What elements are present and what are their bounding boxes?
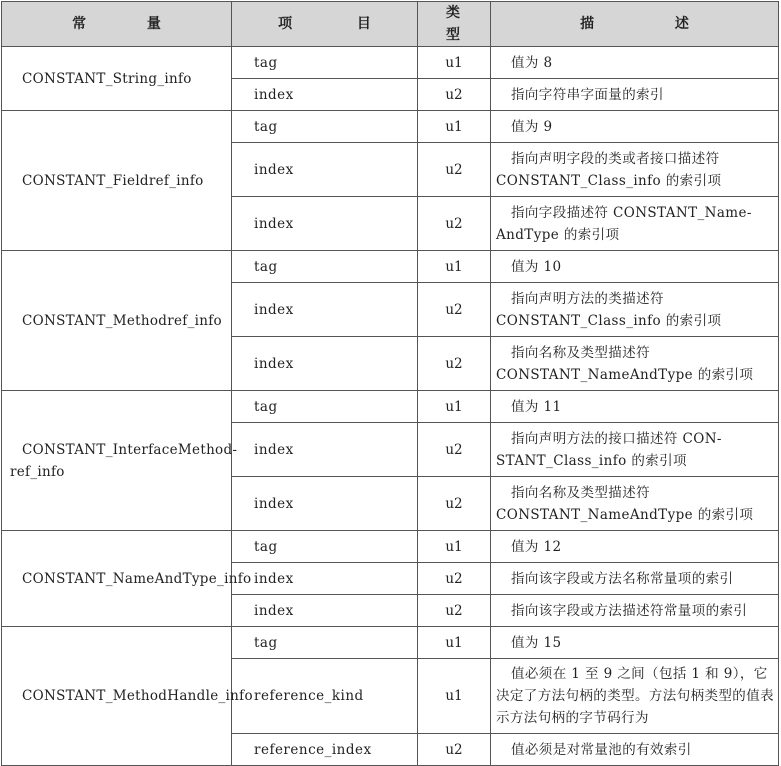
item-cell: tag [232, 627, 418, 659]
description-cell: 指向该字段或方法名称常量项的索引 [491, 563, 779, 595]
item-cell: index [232, 563, 418, 595]
type-cell: u1 [418, 531, 491, 563]
type-cell: u1 [418, 251, 491, 283]
type-cell: u2 [418, 143, 491, 197]
description-cell: 值必须是对常量池的有效索引 [491, 734, 779, 766]
item-cell: index [232, 423, 418, 477]
item-cell: tag [232, 531, 418, 563]
header-type: 类 型 [418, 2, 491, 47]
constant-name-cell: CONSTANT_String_info [2, 47, 232, 111]
item-cell: index [232, 477, 418, 531]
type-cell: u1 [418, 659, 491, 734]
item-cell: index [232, 283, 418, 337]
table-row [2, 531, 779, 563]
header-description: 描 述 [491, 2, 779, 47]
header-constant: 常 量 [2, 2, 232, 47]
item-cell: reference_kind [232, 659, 418, 734]
type-cell: u2 [418, 423, 491, 477]
item-cell: tag [232, 251, 418, 283]
type-cell: u1 [418, 47, 491, 79]
type-cell: u2 [418, 734, 491, 766]
description-cell: 值必须在 1 至 9 之间（包括 1 和 9），它决定了方法句柄的类型。方法句柄类型的值表示方法句柄的字节码行为 [491, 659, 779, 734]
type-cell: u2 [418, 79, 491, 111]
description-cell: 指向该字段或方法描述符常量项的索引 [491, 595, 779, 627]
table-row [2, 627, 779, 659]
description-cell: 指向字符串字面量的索引 [491, 79, 779, 111]
constant-name-cell: CONSTANT_Fieldref_info [2, 111, 232, 251]
description-cell: 值为 10 [491, 251, 779, 283]
table-row [2, 111, 779, 143]
type-cell: u1 [418, 111, 491, 143]
constant-name-cell: CONSTANT_InterfaceMethod-ref_info [2, 391, 232, 531]
type-cell: u1 [418, 391, 491, 423]
type-cell: u2 [418, 563, 491, 595]
header-row [2, 2, 779, 47]
item-cell: tag [232, 111, 418, 143]
description-cell: 指向名称及类型描述符 CONSTANT_NameAndType 的索引项 [491, 477, 779, 531]
description-cell: 指向声明方法的类描述符 CONSTANT_Class_info 的索引项 [491, 283, 779, 337]
item-cell: tag [232, 47, 418, 79]
type-cell: u2 [418, 197, 491, 251]
constant-pool-table [1, 1, 779, 766]
description-cell: 指向声明方法的接口描述符 CON-STANT_Class_info 的索引项 [491, 423, 779, 477]
constant-name-cell: CONSTANT_MethodHandle_info [2, 627, 232, 766]
item-cell: index [232, 595, 418, 627]
description-cell: 值为 9 [491, 111, 779, 143]
type-cell: u2 [418, 337, 491, 391]
type-cell: u2 [418, 477, 491, 531]
description-cell: 值为 8 [491, 47, 779, 79]
item-cell: reference_index [232, 734, 418, 766]
constant-name-cell: CONSTANT_NameAndType_info [2, 531, 232, 627]
description-cell: 值为 11 [491, 391, 779, 423]
item-cell: index [232, 337, 418, 391]
item-cell: index [232, 143, 418, 197]
table-row [2, 47, 779, 79]
description-cell: 值为 12 [491, 531, 779, 563]
description-cell: 指向字段描述符 CONSTANT_Name-AndType 的索引项 [491, 197, 779, 251]
description-cell: 指向名称及类型描述符 CONSTANT_NameAndType 的索引项 [491, 337, 779, 391]
constant-name-cell: CONSTANT_Methodref_info [2, 251, 232, 391]
table-row [2, 391, 779, 423]
description-cell: 值为 15 [491, 627, 779, 659]
type-cell: u1 [418, 627, 491, 659]
item-cell: index [232, 197, 418, 251]
header-item: 项 目 [232, 2, 418, 47]
item-cell: tag [232, 391, 418, 423]
type-cell: u2 [418, 595, 491, 627]
description-cell: 指向声明字段的类或者接口描述符 CONSTANT_Class_info 的索引项 [491, 143, 779, 197]
item-cell: index [232, 79, 418, 111]
table-row [2, 251, 779, 283]
type-cell: u2 [418, 283, 491, 337]
